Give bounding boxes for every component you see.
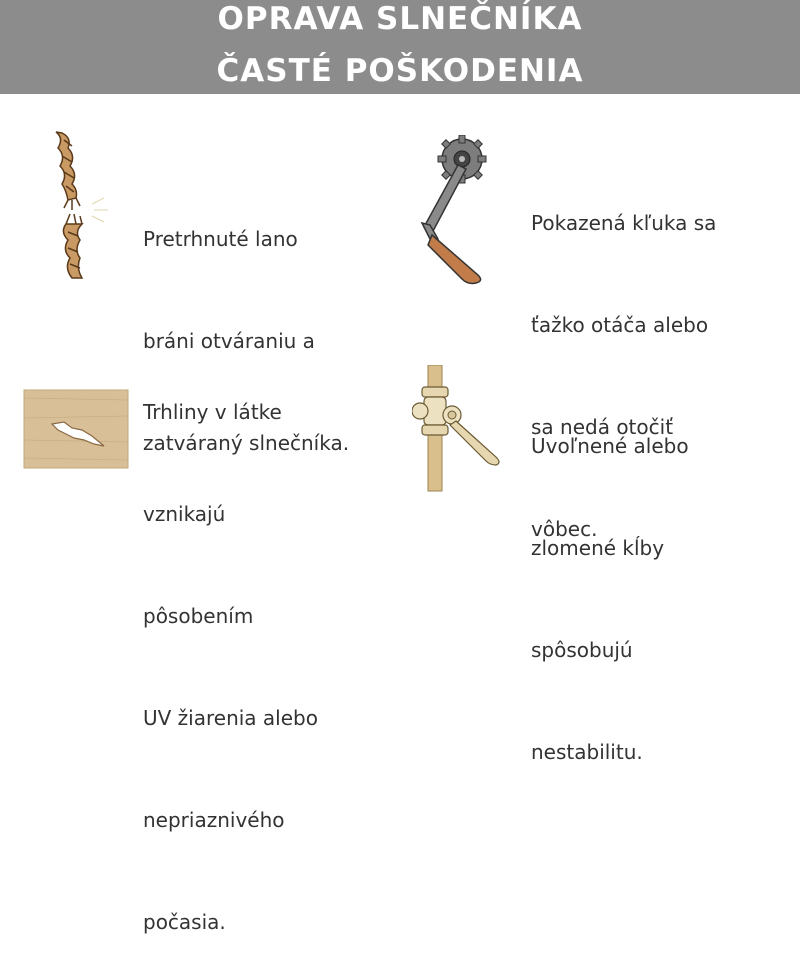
page-title-line-2: ČASTÉ POŠKODENIA [216,53,584,89]
crank-handle-icon [410,135,505,285]
item-4-line-4: nestabilitu. [531,740,643,764]
item-2-line-2: ťažko otáča alebo [531,313,709,337]
item-4-line-2: zlomené kĺby [531,536,665,560]
item-3-line-4: UV žiarenia alebo [143,706,318,730]
torn-fabric-icon [22,388,130,470]
item-3-line-6: počasia. [143,910,226,934]
item-4-line-3: spôsobujú [531,638,633,662]
item-2-line-1: Pokazená kľuka sa [531,211,717,235]
broken-rope-icon [50,128,120,283]
item-1-line-3: zatváraný slnečníka. [143,431,350,455]
item-2-line-4: vôbec. [531,517,598,541]
page-title-line-1: OPRAVA SLNEČNÍKA [217,1,583,37]
item-1-line-2: bráni otváraniu a [143,329,315,353]
item-4-line-1: Uvoľnené alebo [531,434,689,458]
item-3-line-3: pôsobením [143,604,254,628]
item-3-text [143,327,318,973]
item-3-line-5: nepriaznivého [143,808,285,832]
item-2-line-3: sa nedá otočiť [531,415,674,439]
page-header [0,0,800,94]
item-3-line-1: Trhliny v látke [143,400,282,424]
item-3-line-2: vznikajú [143,502,226,526]
pole-joint-icon [412,365,507,493]
item-4-text [531,361,689,803]
item-1-line-1: Pretrhnuté lano [143,227,298,251]
